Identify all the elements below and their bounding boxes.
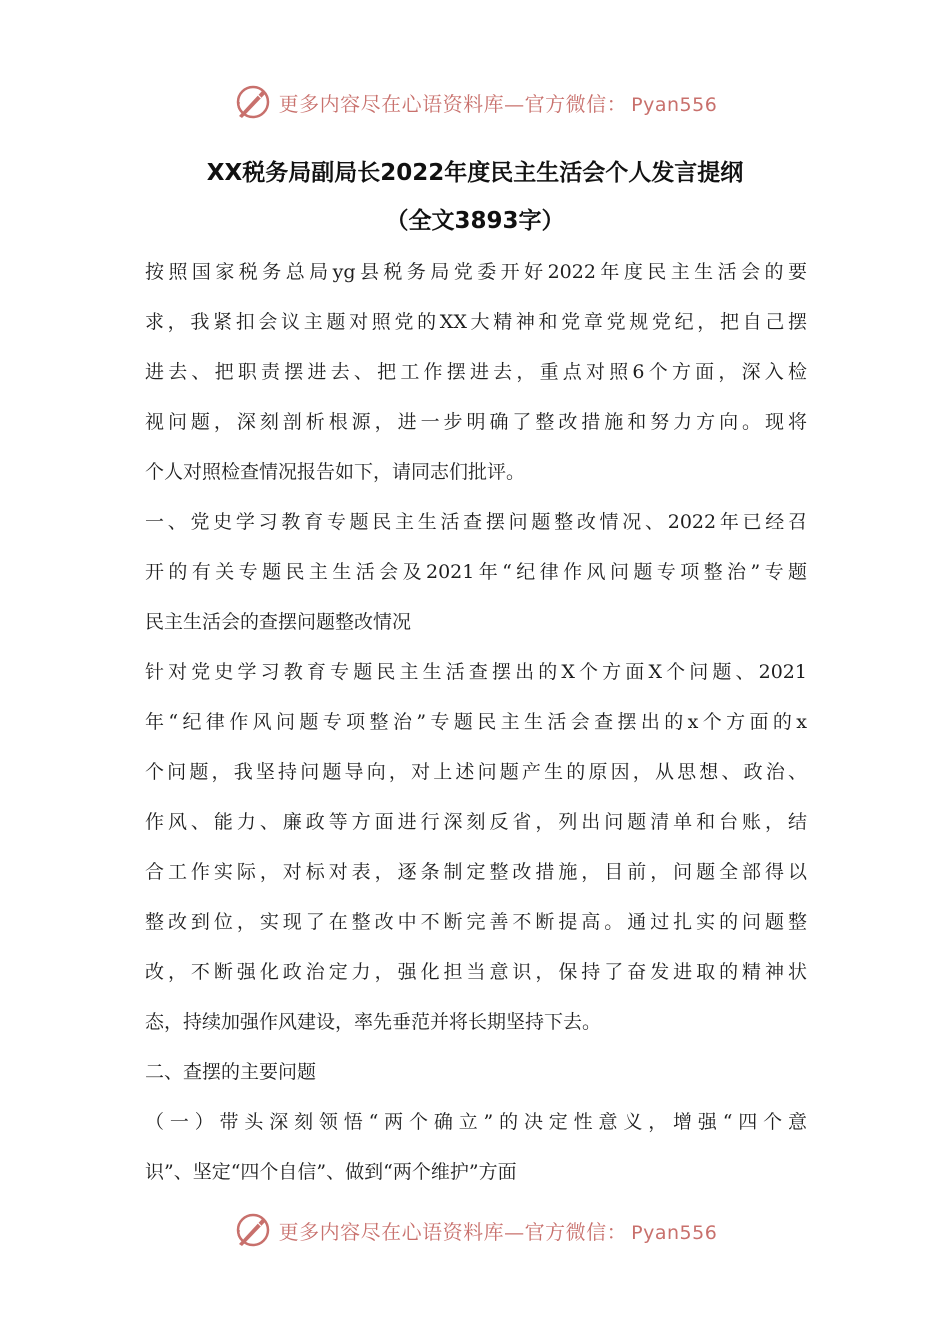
watermark-text <box>279 88 718 117</box>
subsection-heading: （一）带头深刻领悟“两个确立”的决定性意义，增强“四个意 <box>145 1111 807 1133</box>
body-line: 求，我紧扣会议主题对照党的XX大精神和党章党规党纪，把自己摆 <box>145 311 807 333</box>
body-line: 个人对照检查情况报告如下，请同志们批评。 <box>145 461 526 483</box>
watermark-banner-bottom <box>0 1208 950 1252</box>
body-line: 态，持续加强作风建设，率先垂范并将长期坚持下去。 <box>145 1011 602 1033</box>
document-subtitle: （全文3893字） <box>385 208 565 234</box>
body-line: 视问题，深刻剖析根源，进一步明确了整改措施和努力方向。现将 <box>145 411 807 433</box>
body-line: 作风、能力、廉政等方面进行深刻反省，列出问题清单和台账，结 <box>145 811 807 833</box>
body-line: 按照国家税务总局yg县税务局党委开好2022年度民主生活会的要 <box>145 261 807 283</box>
body-line: 年“纪律作风问题专项整治”专题民主生活会查摆出的x个方面的x <box>145 711 807 733</box>
watermark-banner-top <box>0 80 950 124</box>
watermark-text <box>279 1216 718 1245</box>
document-body <box>145 247 807 1197</box>
section-heading: 二、查摆的主要问题 <box>145 1061 317 1083</box>
body-line: 合工作实际，对标对表，逐条制定整改措施，目前，问题全部得以 <box>145 861 807 883</box>
body-line: 针对党史学习教育专题民主生活查摆出的X个方面X个问题、2021 <box>145 661 807 683</box>
quill-logo-icon <box>233 82 273 122</box>
section-heading: 一、党史学习教育专题民主生活查摆问题整改情况、2022年已经召 <box>145 511 807 533</box>
subsection-heading: 识”、坚定“四个自信”、做到“两个维护”方面 <box>145 1161 517 1183</box>
section-heading: 民主生活会的查摆问题整改情况 <box>145 611 412 633</box>
watermark-label: 更多内容尽在心语资料库—官方微信： <box>278 1219 628 1244</box>
section-heading: 开的有关专题民主生活会及2021年“纪律作风问题专项整治”专题 <box>145 561 807 583</box>
body-line: 个问题，我坚持问题导向，对上述问题产生的原因，从思想、政治、 <box>145 761 807 783</box>
body-line: 改，不断强化政治定力，强化担当意识，保持了奋发进取的精神状 <box>145 961 807 983</box>
watermark-wechat-id: Pyan556 <box>631 1221 718 1244</box>
quill-logo-icon <box>233 1210 273 1250</box>
watermark-label: 更多内容尽在心语资料库—官方微信： <box>278 91 628 116</box>
watermark-wechat-id: Pyan556 <box>631 93 718 116</box>
document-title: XX税务局副局长2022年度民主生活会个人发言提纲 <box>206 160 744 186</box>
body-line: 整改到位，实现了在整改中不断完善不断提高。通过扎实的问题整 <box>145 911 807 933</box>
body-line: 进去、把职责摆进去、把工作摆进去，重点对照6个方面，深入检 <box>145 361 807 383</box>
